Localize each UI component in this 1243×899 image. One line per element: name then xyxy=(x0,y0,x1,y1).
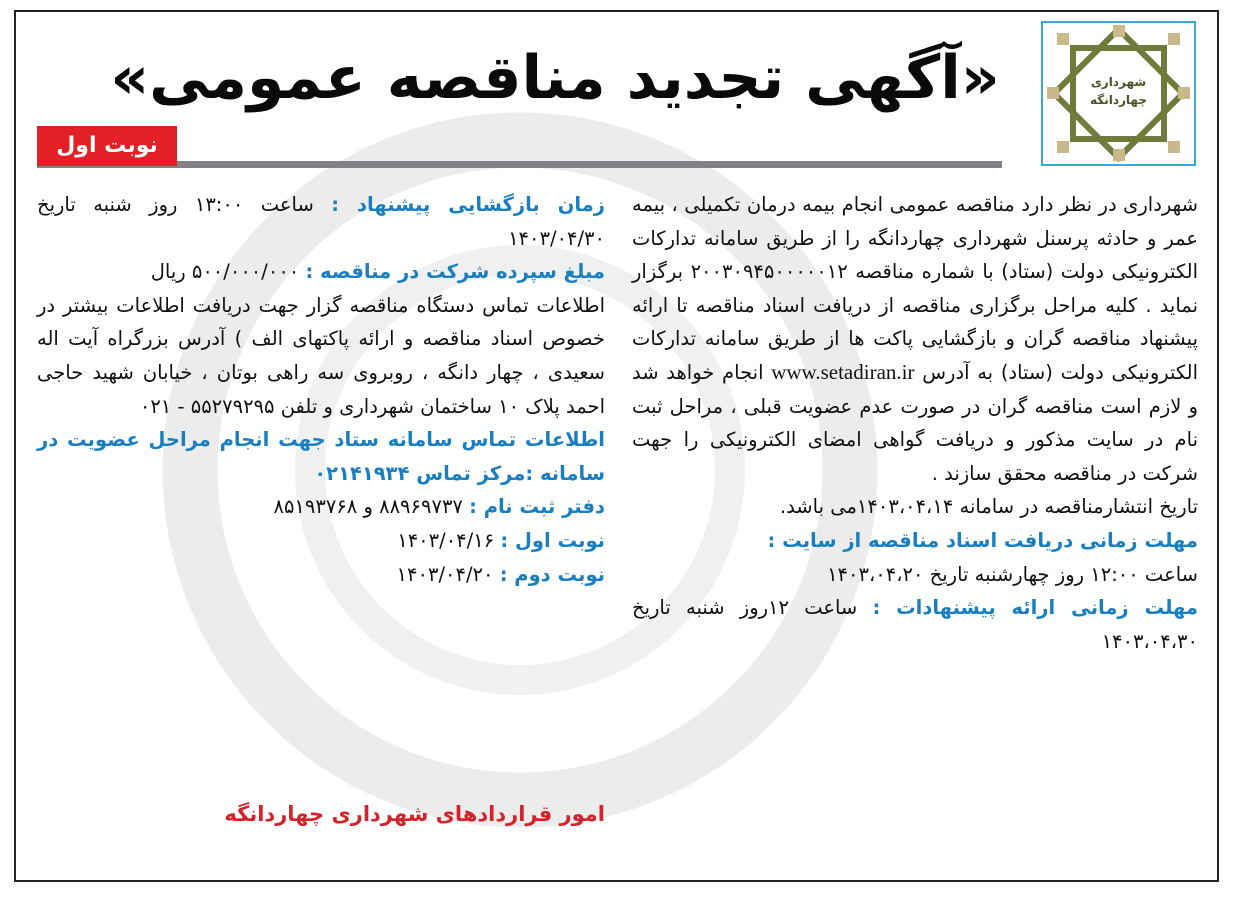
deadline-offers-label: مهلت زمانی ارائه پیشنهادات : xyxy=(872,596,1199,620)
second-round-value: ۱۴۰۳/۰۴/۲۰ xyxy=(396,562,494,586)
opening-label: زمان بازگشایی پیشنهاد : xyxy=(331,193,605,216)
deadline-docs-label: مهلت زمانی دریافت اسناد مناقصه از سایت : xyxy=(767,528,1198,552)
opening-value: ساعت ۱۳:۰۰ روز شنبه تاریخ ۱۴۰۳/۰۴/۳۰ xyxy=(37,193,605,250)
municipality-logo xyxy=(1041,21,1196,166)
round-badge: نوبت اول xyxy=(37,126,177,166)
publish-date: تاریخ انتشارمناقصه در سامانه ۱۴۰۳،۰۴،۱۴می باشد. xyxy=(779,495,1198,519)
deadline-offers-value: ساعت ۱۲روز شنبه تاریخ ۱۴۰۳،۰۴،۳۰ xyxy=(632,596,1198,653)
setad-contact: اطلاعات تماس سامانه ستاد جهت انجام مراحل عضویت در سامانه :مرکز تماس ۰۲۱۴۱۹۳۴ xyxy=(37,428,605,485)
first-round-label: نوبت اول : xyxy=(500,528,605,552)
title-underline xyxy=(37,161,1002,168)
deposit-value: ۵۰۰/۰۰۰/۰۰۰ ریال xyxy=(150,260,300,284)
page-title: «آگهی تجدید مناقصه عمومی» xyxy=(110,43,1000,113)
registry-label: دفتر ثبت نام : xyxy=(469,495,605,519)
intro-text-end: انجام خواهد شد و لازم است مناقصه گران در صورت عدم عضویت قبلی ، مراحل ثبت نام در سایت مذکور و دریافت گواهی امضای الکترونیکی را جهت شرکت در مناقصه محقق سازند . xyxy=(632,360,1198,485)
second-round-label: نوبت دوم : xyxy=(499,562,605,586)
logo-text-line1: شهرداری xyxy=(1090,75,1147,89)
footer-signature: امور قراردادهای شهرداری چهاردانگه xyxy=(224,802,605,826)
logo-text-line2: چهاردانگه xyxy=(1089,93,1148,107)
first-round-value: ۱۴۰۳/۰۴/۱۶ xyxy=(397,528,495,552)
right-column xyxy=(632,188,1198,658)
deposit-label: مبلغ سپرده شرکت در مناقصه : xyxy=(305,260,605,284)
deadline-docs-value: ساعت ۱۲:۰۰ روز چهارشنبه تاریخ ۱۴۰۳،۰۴،۲۰ xyxy=(827,562,1198,586)
intro-text: شهرداری در نظر دارد مناقصه عمومی انجام بیمه درمان تکمیلی ، بیمه عمر و حادثه پرسنل شهرداری چهاردانگه را از طریق سامانه تدارکات الکترونیکی دولت (ستاد) با شماره مناقصه ۲۰۰۳۰۹۴۵۰۰۰۰۰۱۲ برگزار نماید . کلیه مراحل برگزاری مناقصه از دریافت اسناد مناقصه تا ارائه پیشنهاد مناقصه گران و بازگشایی پاکت ها از طریق سامانه تدارکات الکترونیکی دولت (ستاد) به آدرس xyxy=(632,193,1199,384)
registry-value: ۸۸۹۶۹۷۳۷ و ۸۵۱۹۳۷۶۸ xyxy=(273,495,463,519)
left-column xyxy=(37,188,605,591)
website-link[interactable]: www.setadiran.ir xyxy=(771,359,915,384)
contact-text: اطلاعات تماس دستگاه مناقصه گزار جهت دریافت اطلاعات بیشتر در خصوص اسناد مناقصه و ارائه پاکتهای الف ) آدرس بزرگراه آیت اله سعیدی ، چهار دانگه ، روبروی سه راهی بوتان ، خیابان شهید حاجی احمد پلاک ۱۰ ساختمان شهرداری و تلفن ۵۵۲۷۹۲۹۵ - ۰۲۱ xyxy=(37,293,605,418)
